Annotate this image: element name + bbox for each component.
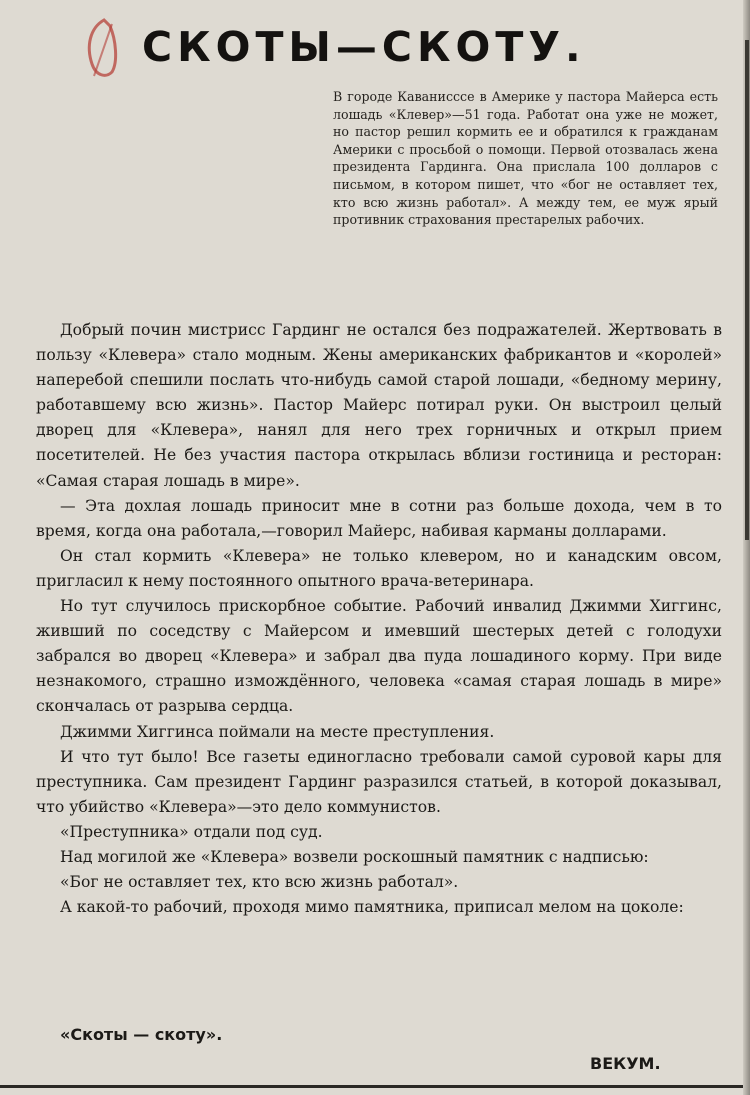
paragraph: Над могилой же «Клевера» возвели роскошный памятник с надписью: [60, 847, 649, 866]
paragraph: Добрый почин мистрисс Гардинг не остался без подражателей. Жертвовать в пользу «Клевера» стало модным. Жены американских фабрикантов и «королей» наперебой спешили послать что-нибудь самой старой лошади, «бедному мерину, работавшему всю жизнь». Пастор Майерс потирал руки. Он выстроил целый дворец для «Клевера», нанял для него трех горничных и открыл прием посетителей. Не без участия пастора открылась вблизи гостиница и ресторан: «Самая старая лошадь в мире». [36, 321, 722, 490]
bottom-rule [0, 1085, 743, 1088]
paragraph: Джимми Хиггинса поймали на месте преступления. [60, 722, 495, 741]
author-signature: ВЕКУМ. [590, 1054, 661, 1073]
paragraph: «Преступника» отдали под суд. [60, 822, 323, 841]
article-body [36, 318, 722, 920]
paragraph: «Бог не оставляет тех, кто всю жизнь работал». [60, 873, 459, 892]
edge-bar [745, 40, 749, 540]
paragraph: Но тут случилось прискорбное событие. Рабочий инвалид Джимми Хиггинс, живший по соседству с Майерсом и имевший шестерых детей с голодухи забрался во дворец «Клевера» и забрал два пуда лошадиного корму. При виде незнакомого, страшно измождённого, человека «самая старая лошадь в мире» скончалась от разрыва сердца. [36, 597, 722, 716]
slogan: «Скоты — скоту». [60, 1025, 223, 1044]
article-epigraph: В городе Каванисссе в Америке у пастора Майерса есть лошадь «Клевер»—51 года. Работат она уже не может, но пастор решил кормить ее и обратился к гражданам Америки с просьбой о помощи. Первой отозвалась жена президента Гардинга. Она прислала 100 долларов с письмом, в котором пишет, что «бог не оставляет тех, кто всю жизнь работал». А между тем, ее муж ярый противник страхования престарелых рабочих. [333, 89, 718, 228]
ornament-glyph [82, 16, 122, 82]
article-title: СКОТЫ—СКОТУ. [142, 23, 586, 71]
paragraph: И что тут было! Все газеты единогласно требовали самой суровой кары для преступника. Сам президент Гардинг разразился статьей, в которой доказывал, что убийство «Клевера»—это дело коммунистов. [36, 747, 722, 816]
paragraph: — Эта дохлая лошадь приносит мне в сотни раз больше дохода, чем в то время, когда она работала,—говорил Майерс, набивая карманы долларами. [36, 496, 722, 540]
paragraph: Он стал кормить «Клевера» не только клевером, но и канадским овсом, пригласил к нему постоянного опытного врача-ветеринара. [36, 546, 722, 590]
paragraph: А какой-то рабочий, проходя мимо памятника, приписал мелом на цоколе: [60, 898, 684, 917]
